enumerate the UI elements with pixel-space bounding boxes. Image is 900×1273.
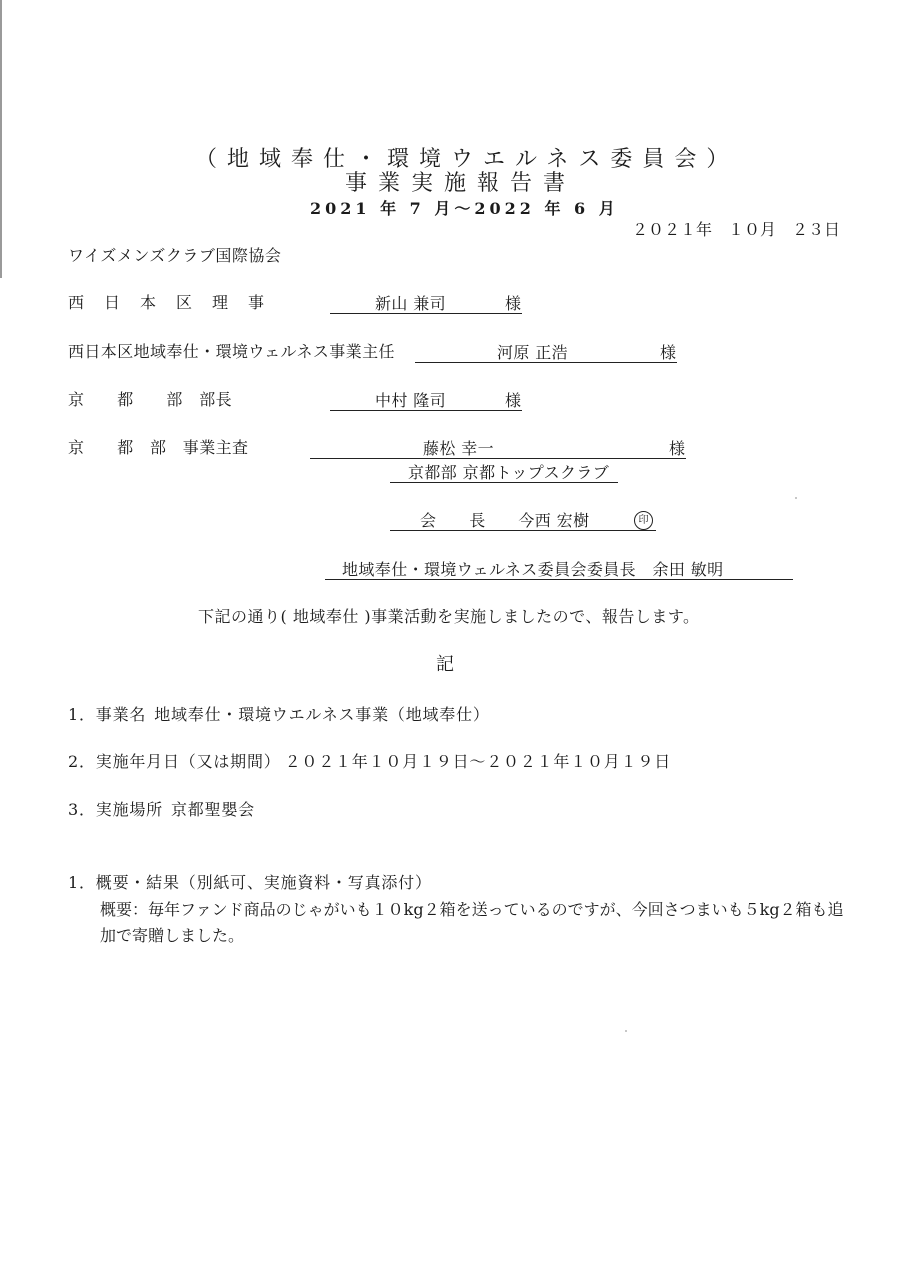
sender-club: 京都部 京都トップスクラブ xyxy=(408,463,610,482)
item-value: 京都聖嬰会 xyxy=(170,800,255,819)
item-value: 地域奉仕・環境ウエルネス事業（地域奉仕） xyxy=(154,705,490,724)
sender-club-field xyxy=(390,464,618,483)
scan-edge-line xyxy=(0,0,2,278)
recipient-name-field xyxy=(330,295,522,314)
sender-committee-chair: 地域奉仕・環境ウェルネス委員会委員長 余田 敏明 xyxy=(342,560,724,579)
recipient-name: 河原 正浩 xyxy=(497,343,569,362)
honorific: 様 xyxy=(668,439,685,458)
summary-text-line: 概要：毎年ファンド商品のじゃがいも１０kg２箱を送っているのですが、今回さつまいも５kg２箱も追 xyxy=(100,900,844,919)
recipient-role: 西日本区地域奉仕・環境ウェルネス事業主任 xyxy=(68,342,395,361)
addressee-organization: ワイズメンズクラブ国際協会 xyxy=(68,246,282,265)
item-project-name xyxy=(68,707,490,723)
honorific: 様 xyxy=(504,294,521,313)
report-title-committee: （地域奉仕・環境ウエルネス委員会） xyxy=(195,147,739,172)
seal-stamp: 印 xyxy=(634,511,653,530)
item-label: 1．概要・結果（別紙可、実施資料・写真添付） xyxy=(68,873,432,892)
item-label: 1．事業名 xyxy=(68,705,147,724)
summary-text-line: 加で寄贈しました。 xyxy=(100,926,245,945)
recipient-role: 京 都 部 事業主査 xyxy=(68,438,249,457)
recipient-name: 新山 兼司 xyxy=(375,294,447,313)
item-label: 3．実施場所 xyxy=(68,800,163,819)
recipient-name: 藤松 幸一 xyxy=(423,439,495,458)
recipient-name-field xyxy=(415,344,677,363)
fiscal-period: 2021 年 7 月～2022 年 6 月 xyxy=(310,199,619,218)
recipient-role: 京 都 部 部長 xyxy=(68,390,233,409)
recipient-name-field xyxy=(330,392,522,411)
intro-statement: 下記の通り( 地域奉仕 )事業活動を実施しましたので、報告します。 xyxy=(198,607,700,626)
sender-president: 会 長 今西 宏樹 xyxy=(420,511,590,530)
report-date: ２０２１年 １０月 ２３日 xyxy=(632,220,841,239)
item-label: 2．実施年月日（又は期間） xyxy=(68,752,281,771)
sender-president-field xyxy=(390,512,656,531)
report-title: 事業実施報告書 xyxy=(345,171,577,196)
honorific: 様 xyxy=(659,343,676,362)
recipient-role: 西 日 本 区 理 事 xyxy=(68,293,267,312)
recipient-name: 中村 隆司 xyxy=(375,391,447,410)
scan-speck xyxy=(625,1030,627,1032)
item-date-period xyxy=(68,754,671,770)
item-location xyxy=(68,802,255,818)
ki-heading: 記 xyxy=(436,654,454,675)
scan-speck xyxy=(795,497,797,499)
sender-chair-field xyxy=(325,561,793,580)
item-value: ２０２１年１０月１９日～２０２１年１０月１９日 xyxy=(284,752,671,771)
item-summary-heading xyxy=(68,875,432,891)
recipient-name-field xyxy=(310,440,686,459)
honorific: 様 xyxy=(504,391,521,410)
